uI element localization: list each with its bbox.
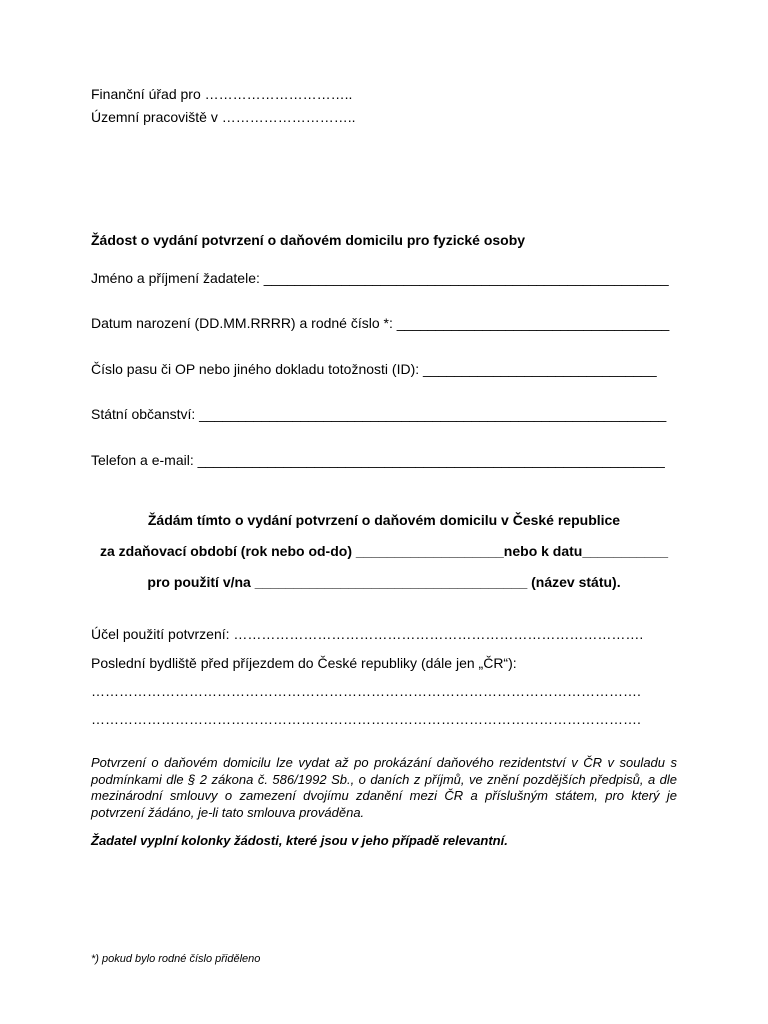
last-residence-line-2[interactable]: ……………………………………………………………………………………………………….: [91, 711, 641, 727]
last-residence-label: Poslední bydliště před příjezdem do České republiky (dále jen „ČR“):: [91, 655, 517, 671]
applicant-name-field[interactable]: Jméno a příjmení žadatele: ____________________________________________________: [91, 270, 669, 286]
purpose-field[interactable]: Účel použití potvrzení: …………………………………………………………………………….: [91, 626, 644, 642]
birth-date-field[interactable]: Datum narození (DD.MM.RRRR) a rodné číslo *: ___________________________________: [91, 315, 670, 331]
target-country-field[interactable]: pro použití v/na ___________________________________ (název státu).: [147, 574, 621, 590]
id-document-field[interactable]: Číslo pasu či OP nebo jiného dokladu totožnosti (ID): ______________________________: [91, 361, 657, 377]
citizenship-field[interactable]: Státní občanství: ____________________________________________________________: [91, 406, 667, 422]
tax-period-field[interactable]: za zdaňovací období (rok nebo od-do) ___________________nebo k datu___________: [99, 543, 669, 559]
request-line-1: Žádám tímto o vydání potvrzení o daňovém domicilu v České republice: [147, 512, 621, 528]
contact-field[interactable]: Telefon a e-mail: ____________________________________________________________: [91, 452, 665, 468]
last-residence-line-1[interactable]: ……………………………………………………………………………………………………….: [91, 683, 641, 699]
legal-note: Potvrzení o daňovém domicilu lze vydat až po prokázání daňového rezidentství v ČR v souladu s podmínkami dle § 2 zákona č. 586/1992 Sb., o daních z příjmů, ve znění pozdějších předpisů, a dle mezinárodní smlouvy o zamezení dvojímu zdanění mezi ČR a příslušným státem, pro který je potvrzení žádáno, je-li tato smlouva prováděna.: [91, 755, 677, 820]
territorial-workplace-line: Územní pracoviště v ………………………..: [91, 109, 356, 125]
instruction-note: Žadatel vyplní kolonky žádosti, které jsou v jeho případě relevantní.: [91, 833, 508, 848]
tax-office-line: Finanční úřad pro …………………………..: [91, 86, 353, 102]
form-title: Žádost o vydání potvrzení o daňovém domicilu pro fyzické osoby: [91, 232, 526, 248]
footnote: *) pokud bylo rodné číslo přiděleno: [91, 953, 261, 965]
